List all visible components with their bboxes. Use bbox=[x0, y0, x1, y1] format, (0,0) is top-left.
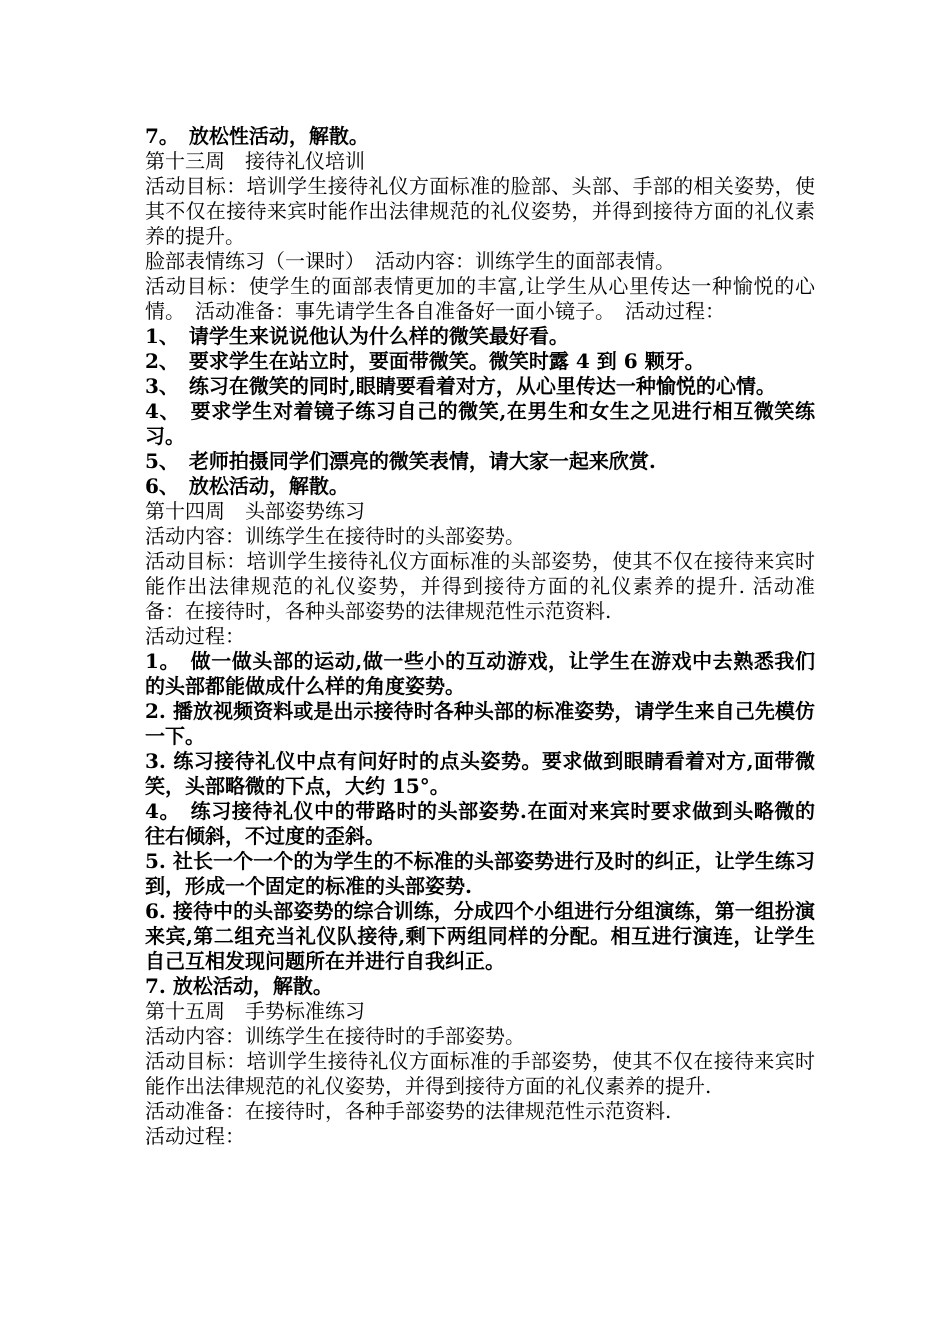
list-item: 6、 放松活动，解散。 bbox=[145, 474, 349, 498]
list-item: 1。 做一做头部的运动,做一些小的互动游戏，让学生在游戏中去熟悉我们的头部都能做成什么样的角度姿势。 bbox=[145, 649, 815, 698]
list-item: 1、 请学生来说说他认为什么样的微笑最好看。 bbox=[145, 324, 569, 348]
paragraph: 活动内容：训练学生在接待时的手部姿势。 bbox=[145, 1024, 525, 1048]
paragraph: 活动过程： bbox=[145, 624, 245, 648]
paragraph: 活动目标：培训学生接待礼仪方面标准的头部姿势，使其不仅在接待来宾时能作出法律规范的礼仪姿势，并得到接待方面的礼仪素养的提升. 活动准备：在接待时，各种头部姿势的法律规范性示范资料. bbox=[145, 549, 815, 623]
week-15-heading: 第十五周 手势标准练习 bbox=[145, 999, 365, 1023]
list-item: 5、 老师拍摄同学们漂亮的微笑表情，请大家一起来欣赏. bbox=[145, 449, 656, 473]
list-item: 4、 要求学生对着镜子练习自己的微笑,在男生和女生之见进行相互微笑练习。 bbox=[145, 399, 815, 448]
paragraph: 活动目标：培训学生接待礼仪方面标准的脸部、头部、手部的相关姿势，使其不仅在接待来宾时能作出法律规范的礼仪姿势，并得到接待方面的礼仪素养的提升。 bbox=[145, 174, 815, 248]
paragraph: 活动过程： bbox=[145, 1124, 245, 1148]
paragraph: 脸部表情练习（一课时） 活动内容：训练学生的面部表情。 bbox=[145, 249, 675, 273]
list-item: 2、 要求学生在站立时，要面带微笑。微笑时露 4 到 6 颗牙。 bbox=[145, 349, 705, 373]
week-13-heading: 第十三周 接待礼仪培训 bbox=[145, 149, 365, 173]
week-14-heading: 第十四周 头部姿势练习 bbox=[145, 499, 365, 523]
list-item: 2. 播放视频资料或是出示接待时各种头部的标准姿势，请学生来自己先模仿一下。 bbox=[145, 699, 815, 748]
paragraph: 活动目标：使学生的面部表情更加的丰富,让学生从心里传达一种愉悦的心情。 活动准备：事先请学生各自准备好一面小镜子。 活动过程： bbox=[145, 274, 815, 323]
text-line: 7。 放松性活动，解散。 bbox=[145, 124, 369, 148]
list-item: 3、 练习在微笑的同时,眼睛要看着对方，从心里传达一种愉悦的心情。 bbox=[145, 374, 776, 398]
paragraph: 活动目标：培训学生接待礼仪方面标准的手部姿势，使其不仅在接待来宾时能作出法律规范的礼仪姿势，并得到接待方面的礼仪素养的提升. bbox=[145, 1049, 815, 1098]
paragraph: 活动内容：训练学生在接待时的头部姿势。 bbox=[145, 524, 525, 548]
document-page bbox=[145, 124, 815, 1149]
list-item: 7. 放松活动，解散。 bbox=[145, 974, 333, 998]
list-item: 6. 接待中的头部姿势的综合训练，分成四个小组进行分组演练，第一组扮演来宾,第二组充当礼仪队接待,剩下两组同样的分配。相互进行演连，让学生自己互相发现问题所在并进行自我纠正。 bbox=[145, 899, 815, 973]
paragraph: 活动准备：在接待时，各种手部姿势的法律规范性示范资料. bbox=[145, 1099, 672, 1123]
list-item: 4。 练习接待礼仪中的带路时的头部姿势.在面对来宾时要求做到头略微的往右倾斜，不过度的歪斜。 bbox=[145, 799, 815, 848]
list-item: 5. 社长一个一个的为学生的不标准的头部姿势进行及时的纠正，让学生练习到，形成一个固定的标准的头部姿势. bbox=[145, 849, 815, 898]
list-item: 3. 练习接待礼仪中点有问好时的点头姿势。要求做到眼睛看着对方,面带微笑，头部略微的下点，大约 15°。 bbox=[145, 749, 815, 798]
